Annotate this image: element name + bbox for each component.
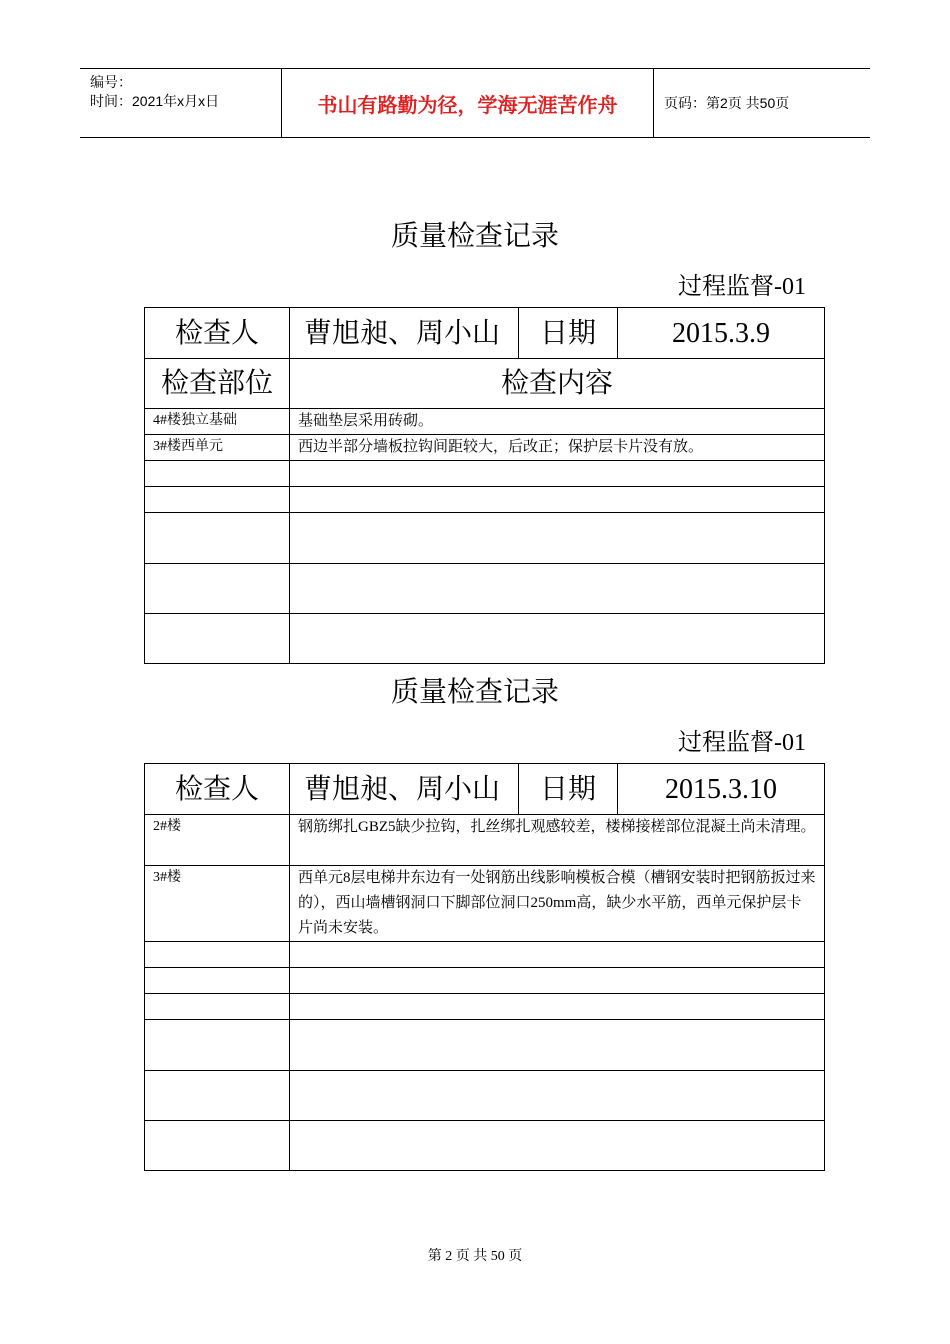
- row-part: [145, 1071, 290, 1121]
- row-content: 西单元8层电梯井东边有一处钢筋出线影响模板合模（槽钢安装时把钢筋扳过来的），西山墙槽钢洞口下脚部位洞口250mm高，缺少水平筋，西单元保护层卡片尚未安装。: [290, 866, 825, 942]
- row-part: 3#楼西单元: [145, 435, 290, 461]
- row-content: [290, 968, 825, 994]
- header-meta: [80, 69, 282, 137]
- table-row: [145, 994, 825, 1020]
- row-part: [145, 968, 290, 994]
- inspector-label: 检查人: [145, 764, 290, 815]
- row-content: [290, 614, 825, 664]
- row-part: 4#楼独立基础: [145, 409, 290, 435]
- row-part: [145, 564, 290, 614]
- table-row: [145, 1121, 825, 1171]
- header-motto: 书山有路勤为径，学海无涯苦作舟: [282, 69, 654, 137]
- content-column-header: 检查内容: [290, 359, 825, 409]
- row-content: 钢筋绑扎GBZ5缺少拉钩，扎丝绑扎观感较差，楼梯接槎部位混凝土尚未清理。: [290, 815, 825, 866]
- table-row: [145, 435, 825, 461]
- inspector-value: 曹旭昶、周小山: [290, 308, 519, 359]
- row-part: [145, 1121, 290, 1171]
- record1-header-row: [145, 308, 825, 359]
- row-content: 基础垫层采用砖砌。: [290, 409, 825, 435]
- table-row: [145, 1020, 825, 1071]
- table-row: [145, 815, 825, 866]
- table-row: [145, 513, 825, 564]
- record2-header-row: [145, 764, 825, 815]
- page-header: [80, 68, 870, 138]
- row-part: 3#楼: [145, 866, 290, 942]
- row-part: [145, 461, 290, 487]
- row-part: [145, 614, 290, 664]
- document-time: 时间：2021年x月x日: [90, 93, 220, 109]
- row-part: 2#楼: [145, 815, 290, 866]
- table-row: [145, 487, 825, 513]
- date-value: 2015.3.9: [618, 308, 825, 359]
- row-part: [145, 994, 290, 1020]
- row-content: 西边半部分墙板拉钩间距较大，后改正；保护层卡片没有放。: [290, 435, 825, 461]
- row-content: [290, 461, 825, 487]
- document-code-label: 编号：: [90, 74, 132, 90]
- row-content: [290, 1071, 825, 1121]
- table-row: [145, 614, 825, 664]
- row-content: [290, 1020, 825, 1071]
- table-row: [145, 942, 825, 968]
- row-content: [290, 564, 825, 614]
- record1-table: [144, 307, 825, 664]
- record1-subcode: 过程监督-01: [678, 274, 806, 300]
- table-row: [145, 866, 825, 942]
- table-row: [145, 1071, 825, 1121]
- inspector-value: 曹旭昶、周小山: [290, 764, 519, 815]
- row-part: [145, 1020, 290, 1071]
- row-part: [145, 942, 290, 968]
- table-row: [145, 968, 825, 994]
- row-content: [290, 487, 825, 513]
- page-footer: 第 2 页 共 50 页: [427, 1249, 523, 1264]
- inspector-label: 检查人: [145, 308, 290, 359]
- row-content: [290, 1121, 825, 1171]
- date-value: 2015.3.10: [618, 764, 825, 815]
- row-content: [290, 942, 825, 968]
- table-row: [145, 461, 825, 487]
- row-part: [145, 513, 290, 564]
- record2-subcode: 过程监督-01: [678, 730, 806, 756]
- row-content: [290, 513, 825, 564]
- date-label: 日期: [519, 308, 618, 359]
- part-column-header: 检查部位: [145, 359, 290, 409]
- table-row: [145, 409, 825, 435]
- table-row: [145, 564, 825, 614]
- record1-columns-row: [145, 359, 825, 409]
- row-content: [290, 994, 825, 1020]
- row-part: [145, 487, 290, 513]
- record2-title: 质量检查记录: [390, 677, 559, 708]
- header-page-info: 页码：第2页 共50页: [664, 95, 790, 111]
- record1-title: 质量检查记录: [390, 221, 559, 252]
- record2-table: [144, 763, 825, 1171]
- date-label: 日期: [519, 764, 618, 815]
